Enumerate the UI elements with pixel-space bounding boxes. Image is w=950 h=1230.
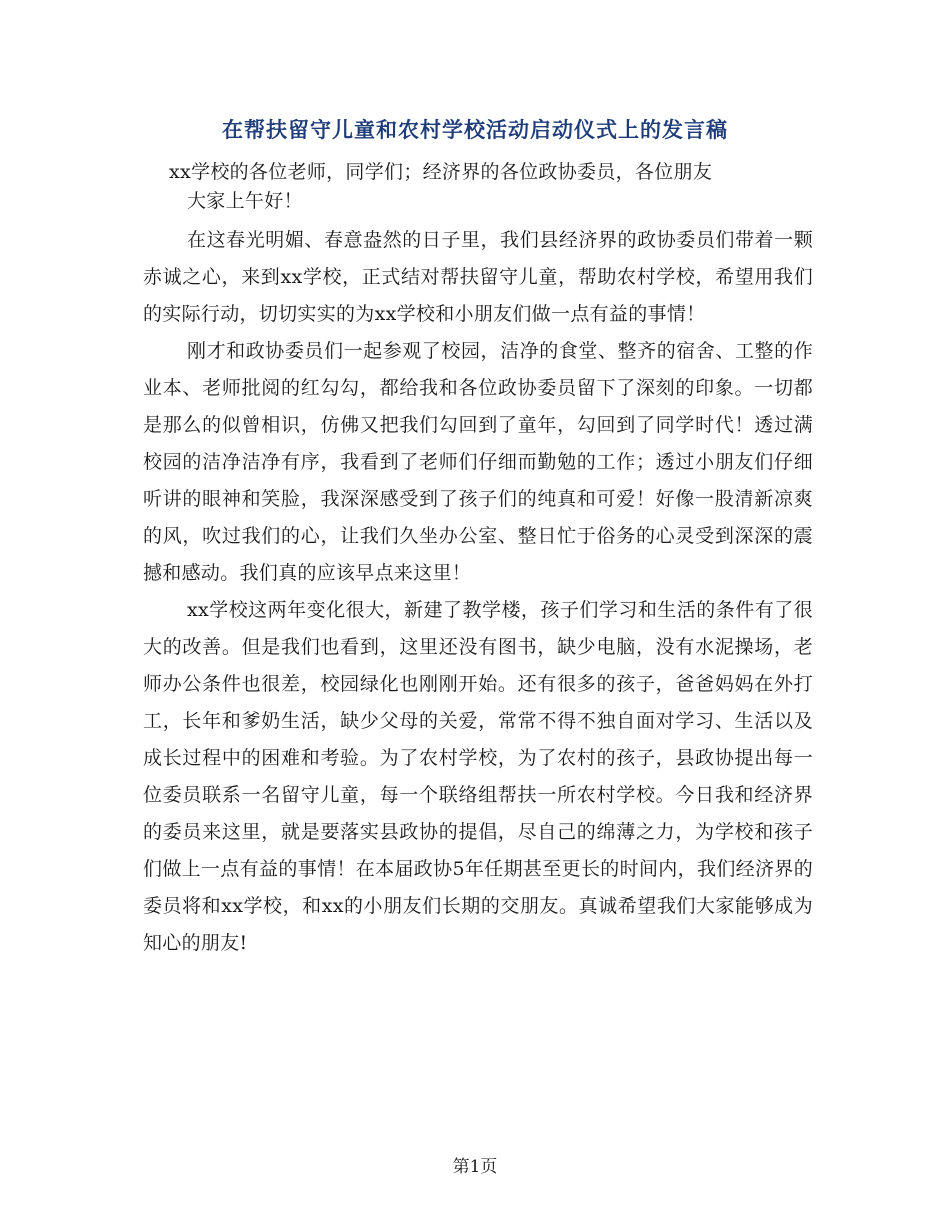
page-number: 第1页 xyxy=(452,1157,498,1177)
document-body xyxy=(143,158,813,962)
paragraph-2: 刚才和政协委员们一起参观了校园，洁净的食堂、整齐的宿舍、工整的作业本、老师批阅的红勾勾，都给我和各位政协委员留下了深刻的印象。一切都是那么的似曾相识，仿佛又把我们勾回到了童年，勾回到了同学时代！透过满校园的洁净洁净有序，我看到了老师们仔细而勤勉的工作；透过小朋友们仔细听讲的眼神和笑脸，我深深感受到了孩子们的纯真和可爱！好像一股清新凉爽的风，吹过我们的心，让我们久坐办公室、整日忙于俗务的心灵受到深深的震撼和感动。我们真的应该早点来这里！ xyxy=(143,340,813,584)
salutation: xx学校的各位老师，同学们；经济界的各位政协委员，各位朋友 xyxy=(169,161,713,183)
document-title: 在帮扶留守儿童和农村学校活动启动仪式上的发言稿 xyxy=(222,117,728,142)
paragraph-3: xx学校这两年变化很大，新建了教学楼，孩子们学习和生活的条件有了很大的改善。但是我们也看到，这里还没有图书，缺少电脑，没有水泥操场，老师办公条件也很差，校园绿化也刚刚开始。还有很多的孩子，爸爸妈妈在外打工，长年和爹奶生活，缺少父母的关爱，常常不得不独自面对学习、生活以及成长过程中的困难和考验。为了农村学校，为了农村的孩子，县政协提出每一位委员联系一名留守儿童，每一个联络组帮扶一所农村学校。今日我和经济界的委员来这里，就是要落实县政协的提倡，尽自己的绵薄之力，为学校和孩子们做上一点有益的事情！在本届政协5年任期甚至更长的时间内，我们经济界的委员将和xx学校，和xx的小朋友们长期的交朋友。真诚希望我们大家能够成为知心的朋友! xyxy=(143,599,813,954)
paragraph-1: 在这春光明媚、春意盎然的日子里，我们县经济界的政协委员们带着一颗赤诚之心，来到xx学校，正式结对帮扶留守儿童，帮助农村学校，希望用我们的实际行动，切切实实的为xx学校和小朋友们做一点有益的事情！ xyxy=(143,229,813,325)
greeting: 大家上午好！ xyxy=(187,190,303,212)
